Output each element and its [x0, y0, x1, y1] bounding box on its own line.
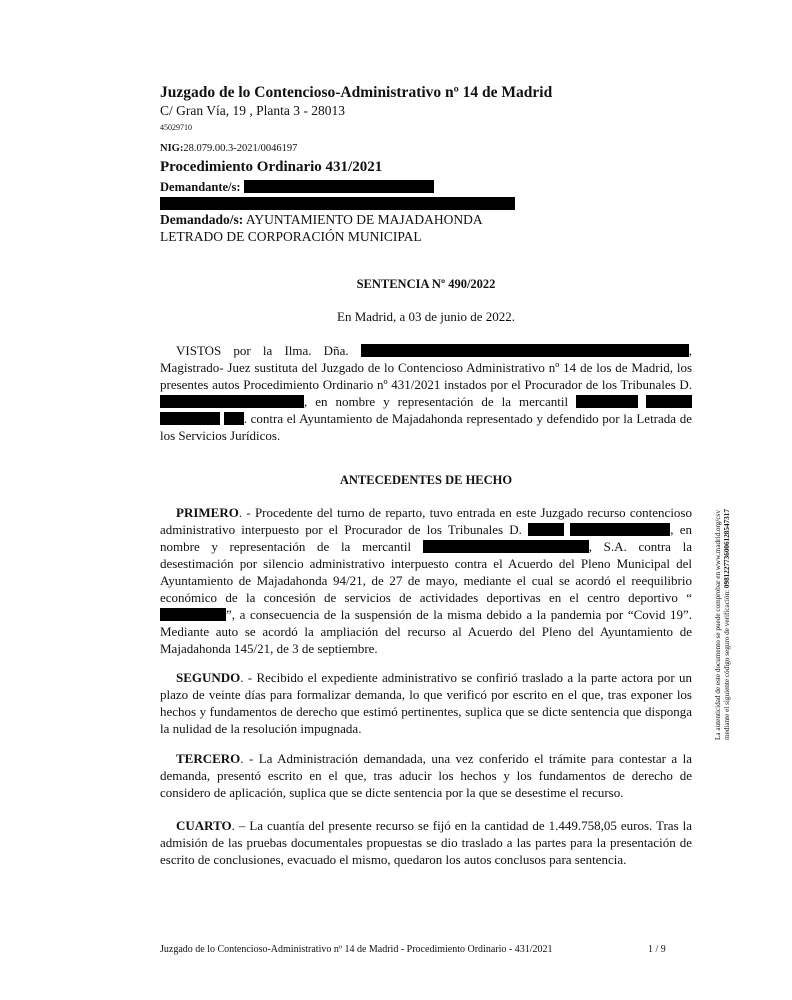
redaction-block [423, 540, 589, 553]
court-name: Juzgado de lo Contencioso-Administrativo nº 14 de Madrid [160, 84, 553, 101]
redaction-block [160, 412, 220, 425]
primero-text: , en nombre y representación de la mercantil [160, 522, 693, 554]
demandado-label: Demandado/s: [160, 212, 244, 227]
vistos-text: , en nombre y representación de la mercantil [304, 394, 569, 409]
vistos-text: VISTOS por la Ilma. Dña. [176, 343, 349, 358]
redaction-block [244, 180, 434, 193]
sentencia-date: En Madrid, a 03 de junio de 2022. [337, 309, 515, 324]
primero-text: . - Procedente del turno de reparto, tuvo entrada en este Juzgado recurso contencioso administrativo interpuesto por el Procurador de los Tribunales D. [160, 505, 692, 537]
page-footer: Juzgado de lo Contencioso-Administrativo nº 14 de Madrid - Procedimiento Ordinario - 431/2021 [160, 944, 553, 955]
redaction-block [361, 344, 689, 357]
page-number: 1 / 9 [648, 944, 666, 955]
csv-verification-note [714, 455, 732, 740]
redaction-block [160, 197, 515, 210]
demandante-label: Demandante/s: [160, 180, 241, 194]
nig-value: 28.079.00.3-2021/0046197 [183, 143, 298, 154]
demandado-value: AYUNTAMIENTO DE MAJADAHONDA [245, 212, 483, 227]
vistos-paragraph [160, 342, 692, 444]
csv-code: 0981227736006128547317 [723, 509, 731, 589]
redaction-block [224, 412, 244, 425]
primero-text: ”, a consecuencia de la suspensión de la misma debido a la pandemia por “Covid 19”. Mediante auto se acordó la ampliación del recurso al Acuerdo del Pleno del Ayuntamiento de Majadahonda 145/21, de 3 de septiembre. [160, 607, 692, 656]
cuarto-text: . – La cuantía del presente recurso se fijó en la cantidad de 1.449.758,05 euros. Tras la admisión de las pruebas documentales propuestas se dio traslado a las partes para la presentación de escrito de conclusiones, evacuado el mismo, quedaron los autos conclusos para sentencia. [160, 818, 692, 867]
demandado-block [160, 211, 692, 245]
redaction-block [160, 395, 304, 408]
segundo-text: . - Recibido el expediente administrativo se confirió traslado a la parte actora por un plazo de veinte días para formalizar demanda, lo que verificó por escrito en el que, tras exponer los hechos y fundamentos de derecho que estimó pertinentes, suplica que se dicte sentencia que disponga la nulidad de la resolución impugnada. [160, 670, 692, 736]
redaction-block [528, 523, 564, 536]
court-code: 45029710 [160, 123, 192, 132]
segundo-label: SEGUNDO [176, 670, 241, 685]
redaction-block [160, 608, 226, 621]
antecedentes-title: ANTECEDENTES DE HECHO [339, 473, 513, 487]
cuarto-paragraph [160, 817, 692, 868]
primero-paragraph [160, 504, 692, 657]
tercero-paragraph [160, 750, 692, 801]
csv-note-line: La autenticidad de este documento se puede comprobar en www.madrid.org/csv [714, 510, 722, 740]
redaction-block [570, 523, 670, 536]
vistos-text: , Magistrado- Juez sustituta del Juzgado de lo Contencioso Administrativo nº 14 de los de Madrid, los presentes autos Procedimiento Ordinario nº 431/2021 instados por el Procurador de los Tribunales D. [160, 343, 692, 392]
cuarto-label: CUARTO [176, 818, 232, 833]
segundo-paragraph [160, 669, 692, 737]
nig-label: NIG: [160, 143, 184, 154]
court-address: C/ Gran Vía, 19 , Planta 3 - 28013 [160, 103, 345, 118]
demandante-line [160, 180, 692, 195]
csv-note-line: mediante el siguiente código seguro de verificación: [723, 589, 731, 740]
nig-line [160, 143, 692, 154]
primero-label: PRIMERO [176, 505, 239, 520]
vistos-text: . contra el Ayuntamiento de Majadahonda representado y defendido por la Letrada de los Servicios Jurídicos. [160, 411, 692, 443]
primero-text: , S.A. contra la desestimación por silencio administrativo interpuesto contra el Acuerdo del Pleno Municipal del Ayuntamiento de Majadahonda 94/21, de 27 de mayo, mediante el cual se acordó el reequilibrio económico de la concesión de servicios de actividades deportivas en el centro deportivo “ [160, 539, 693, 605]
redaction-block [576, 395, 638, 408]
tercero-label: TERCERO [176, 751, 241, 766]
tercero-text: . - La Administración demandada, una vez conferido el trámite para contestar a la demanda, presentó escrito en el que, tras aducir los hechos y los fundamentos de derecho de considero de aplicación, suplica que se dicte sentencia por la que se desestime el recurso. [160, 751, 692, 800]
letrado-line: LETRADO DE CORPORACIÓN MUNICIPAL [160, 229, 422, 244]
procedure-title: Procedimiento Ordinario 431/2021 [160, 159, 383, 175]
redaction-block [646, 395, 692, 408]
sentencia-title: SENTENCIA Nº 490/2022 [356, 277, 496, 291]
